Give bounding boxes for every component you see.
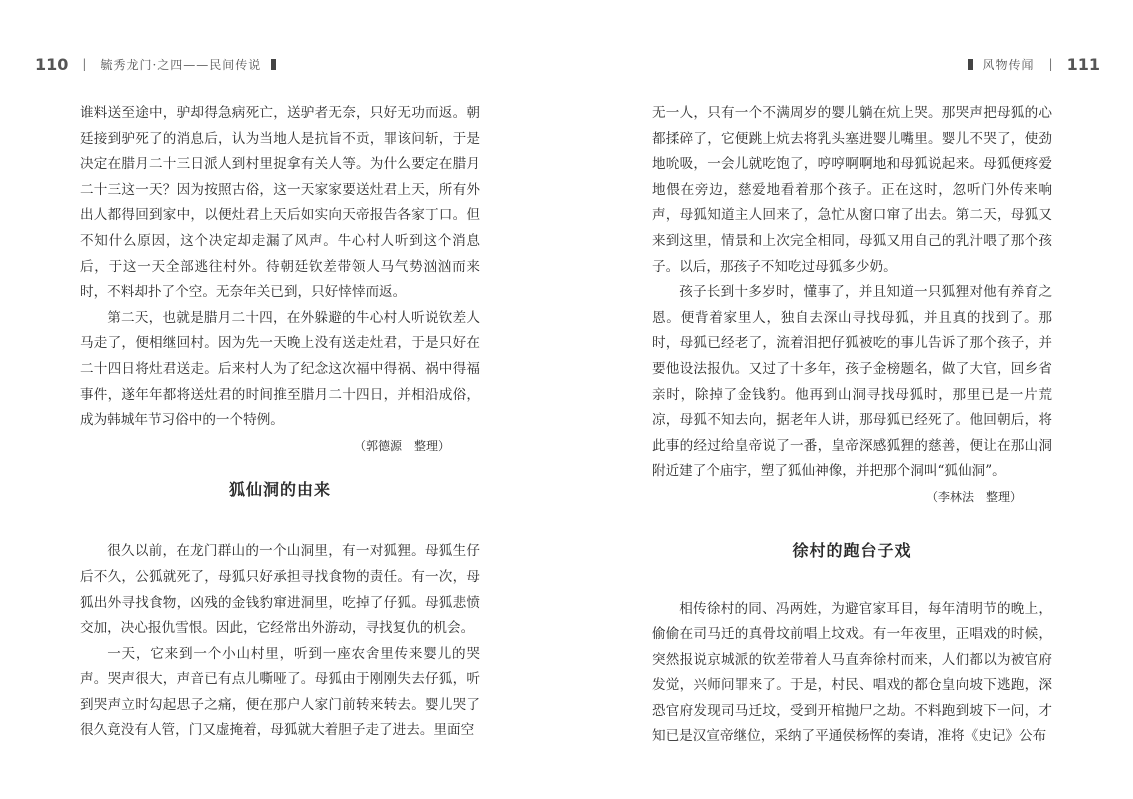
header-separator: | — [1048, 57, 1053, 71]
left-page-body — [80, 101, 480, 744]
paragraph: 一天，它来到一个小山村里，听到一座农舍里传来婴儿的哭声。哭声很大，声音已有点儿嘶哑了。母狐由于刚刚失去仔狐，听到哭声立时勾起思子之痛，便在那户人家门前转来转去。婴儿哭了很久竟没有人管，门又虚掩着，母狐就大着胆子走了进去。里面空 — [80, 645, 480, 739]
paragraph: 孩子长到十多岁时，懂事了，并且知道一只狐狸对他有养育之恩。便背着家里人，独自去深山寻找母狐，并且真的找到了。那时，母狐已经老了，流着泪把仔狐被吃的事儿告诉了那个孩子，并要他设法报仇。又过了十多年，孩子金榜题名，做了大官，回乡省亲时，除掉了金钱豹。他再到山洞寻找母狐时，那里已是一片荒凉，母狐不知去向，据老年人讲，那母狐已经死了。他回朝后，将此事的经过给皇帝说了一番，皇帝深感狐狸的慈善，便让在那山洞附近建了个庙宇，塑了狐仙神像，并把那个洞叫“狐仙洞”。 — [652, 284, 1052, 480]
paragraph: 第二天，也就是腊月二十四，在外躲避的牛心村人听说钦差人马走了，便相继回村。因为先一天晚上没有送走灶君，于是只好在二十四日将灶君送走。后来村人为了纪念这次福中得祸、祸中得福事件，遂年年都将送灶君的时间推至腊月二十四日，并相沿成俗，成为韩城年节习俗中的一个特例。 — [80, 309, 480, 429]
credit-line: （李林法 整理） — [925, 489, 1022, 504]
right-page — [566, 0, 1133, 799]
header-title: 毓秀龙门·之四——民间传说 — [100, 57, 262, 72]
section-title: 徐村的跑台子戏 — [792, 540, 912, 560]
header-separator: | — [82, 57, 87, 71]
paragraph: 无一人，只有一个不满周岁的婴儿躺在炕上哭。那哭声把母狐的心都揉碎了，它便跳上炕去将乳头塞进婴儿嘴里。婴儿不哭了，使劲地吮吸，一会儿就吃饱了，哼哼啊啊地和母狐说起来。母狐便疼爱地偎在旁边，慈爱地看着那个孩子。正在这时，忽听门外传来响声，母狐知道主人回来了，急忙从窗口窜了出去。第二天，母狐又来到这里，情景和上次完全相同，母狐又用自己的乳汁喂了那个孩子。以后，那孩子不知吃过母狐多少奶。 — [652, 105, 1052, 275]
right-page-body — [652, 101, 1052, 750]
paragraph: 相传徐村的同、冯两姓，为避官家耳目，每年清明节的晚上，偷偷在司马迁的真骨坟前唱上坟戏。有一年夜里，正唱戏的时候，突然报说京城派的钦差带着人马直奔徐村而来，人们都以为被官府发觉，兴师问罪来了。于是，村民、唱戏的都仓皇向坡下逃跑，深恐官府发现司马迁坟，受到开棺抛尸之劫。不料跑到坡下一问，才知已是汉宣帝继位，采纳了平通侯杨恽的奏请，准将《史记》公布 — [652, 600, 1052, 745]
header-block-mark — [271, 59, 276, 70]
credit-line: （郭德源 整理） — [353, 438, 450, 453]
header-block-mark — [968, 59, 973, 70]
paragraph: 很久以前，在龙门群山的一个山洞里，有一对狐狸。母狐生仔后不久，公狐就死了，母狐只好承担寻找食物的责任。有一次，母狐出外寻找食物，凶残的金钱豹窜进洞里，吃掉了仔狐。母狐悲愤交加，决心报仇雪恨。因此，它经常出外游动，寻找复仇的机会。 — [80, 543, 480, 637]
page-number: 111 — [1066, 54, 1100, 74]
left-page — [0, 0, 566, 799]
left-page-header — [35, 52, 276, 76]
page-number: 110 — [35, 54, 69, 74]
paragraph: 谁料送至途中，驴却得急病死亡，送驴者无奈，只好无功而返。朝廷接到驴死了的消息后，认为当地人是抗旨不贡，罪该问斩，于是决定在腊月二十三日派人到村里捉拿有关人等。为什么要定在腊月二十三这一天？因为按照古俗，这一天家家要送灶君上天，所有外出人都得回到家中，以便灶君上天后如实向天帝报告各家丁口。但不知什么原因，这个决定却走漏了风声。牛心村人听到这个消息后，于这一天全部逃往村外。待朝廷钦差带领人马气势汹汹而来时，不料却扑了个空。无奈年关已到，只好悻悻而返。 — [80, 105, 480, 301]
header-title: 风物传闻 — [982, 57, 1035, 72]
section-title: 狐仙洞的由来 — [228, 480, 331, 500]
right-page-header — [968, 52, 1100, 76]
